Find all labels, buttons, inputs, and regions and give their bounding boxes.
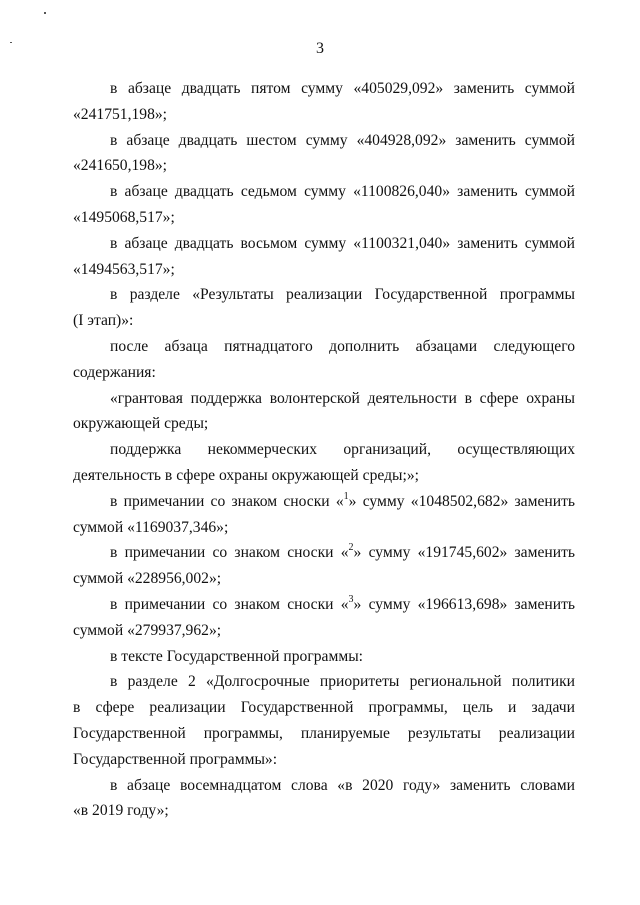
paragraph-line: Государственной программы»:	[73, 750, 278, 768]
paragraph	[73, 437, 575, 489]
paragraph-line: в разделе «Результаты реализации Государственной программы	[110, 286, 575, 304]
paragraph-line: после абзаца пятнадцатого дополнить абзацами следующего	[110, 337, 575, 355]
paragraph-line: в примечании со знаком сноски «$^1$» сумму «1048502,682» заменить	[110, 490, 575, 510]
paragraph	[73, 592, 575, 644]
paragraph-line: содержания:	[73, 363, 156, 381]
paragraph	[73, 773, 575, 825]
paragraph-line: суммой «228956,002»;	[73, 570, 222, 588]
paragraph-line: окружающей среды;	[73, 415, 209, 433]
paragraph-line: деятельность в сфере охраны окружающей среды;»;	[73, 466, 419, 484]
paragraph	[73, 76, 575, 128]
paragraph-line: суммой «279937,962»;	[73, 621, 222, 639]
paragraph-line: «1494563,517»;	[73, 260, 175, 278]
paragraph	[73, 489, 575, 541]
paragraph-line: в абзаце восемнадцатом слова «в 2020 году» заменить словами	[110, 776, 575, 794]
paragraph	[73, 179, 575, 231]
paragraph-line: в тексте Государственной программы:	[110, 647, 364, 665]
footnote-mark: 1	[343, 490, 349, 502]
paragraph-line: в абзаце двадцать шестом сумму «404928,092» заменить суммой	[110, 131, 575, 149]
scan-mark	[10, 42, 12, 43]
paragraph-line: в сфере реализации Государственной программы, цель и задачи	[73, 699, 575, 717]
paragraph	[73, 540, 575, 592]
paragraph-line: «в 2019 году»;	[73, 802, 169, 820]
paragraph-line: Государственной программы, планируемые результаты реализации	[73, 724, 575, 742]
page-number: 3	[316, 40, 324, 57]
paragraph	[73, 231, 575, 283]
paragraph-line: в примечании со знаком сноски «$^2$» сумму «191745,602» заменить	[110, 542, 575, 562]
paragraph-line: «грантовая поддержка волонтерской деятельности в сфере охраны	[110, 389, 575, 407]
paragraph-line: (I этап)»:	[73, 312, 134, 330]
paragraph-line: поддержка некоммерческих организаций, осуществляющих	[110, 441, 575, 459]
paragraph	[73, 644, 575, 670]
paragraph-line: «241650,198»;	[73, 157, 167, 175]
paragraph-line: в абзаце двадцать пятом сумму «405029,092» заменить суммой	[110, 80, 575, 97]
paragraph-line: в абзаце двадцать восьмом сумму «1100321,040» заменить суммой	[110, 234, 575, 252]
footnote-mark: 2	[348, 542, 354, 554]
paragraph-line: «1495068,517»;	[73, 208, 175, 226]
paragraph	[73, 334, 575, 386]
paragraph-line: «241751,198»;	[73, 105, 167, 123]
paragraph-line: в примечании со знаком сноски «$^3$» сумму «196613,698» заменить	[110, 593, 575, 613]
paragraph	[73, 128, 575, 180]
paragraph-line: суммой «1169037,346»;	[73, 518, 229, 536]
paragraph-line: в разделе 2 «Долгосрочные приоритеты региональной политики	[110, 673, 575, 691]
scan-mark	[44, 12, 46, 14]
paragraph	[73, 386, 575, 438]
paragraph	[73, 282, 575, 334]
document-body	[73, 76, 575, 824]
paragraph	[73, 669, 575, 772]
paragraph-line: в абзаце двадцать седьмом сумму «1100826,040» заменить суммой	[110, 183, 575, 201]
footnote-mark: 3	[348, 593, 354, 605]
